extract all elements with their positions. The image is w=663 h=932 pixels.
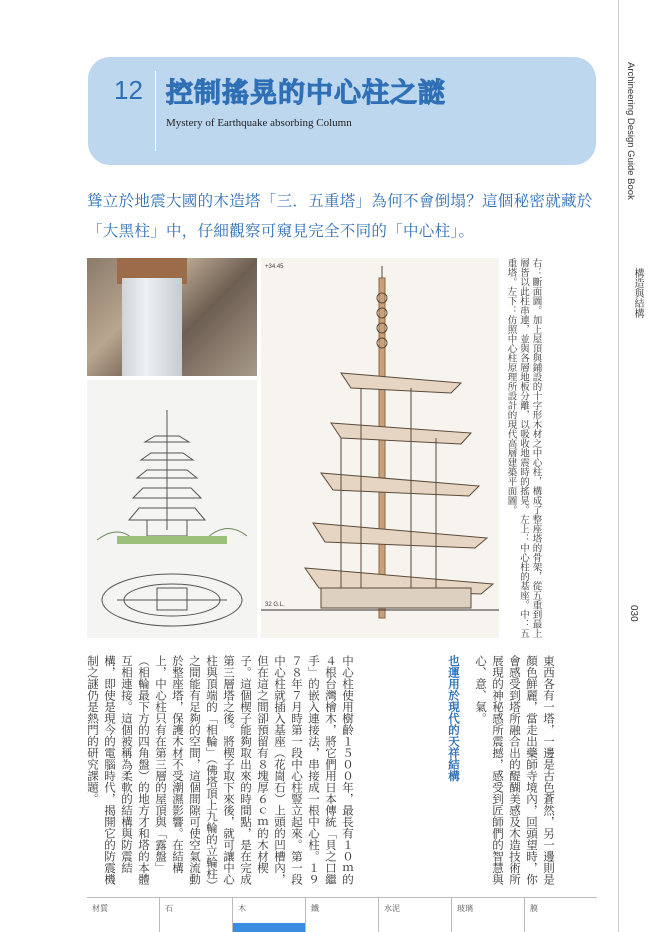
nav-item-wood[interactable]: 木 bbox=[232, 897, 305, 932]
nav-item-material[interactable]: 材質 bbox=[92, 904, 108, 913]
body-text-main: 中心柱使用樹齡１５００年，最長有１０ｍ的４根台灣檜木，將它們用日本傳統「貝之口繼手」的嵌入連接法，串接成一根中心柱。１９７８年７月時第一段中心柱豎立起來。第一段中心柱就插入基座（花崗石）上頭的凹槽內，但在這之間卻預留有８塊厚６ｃｍ的木材楔子。這個楔子能夠取出來的時間點，是在完成第三層塔之後。將楔子取下來後，就可讓中心柱與頂端的「相輪」（佛塔頂上九輪的立輪柱）之間能有足夠的空間，這個間隙可使空氣流動於整座塔，保護木材不受潮濕影響。在結構上，中心柱只有在第三層的屋頂與「露盤」（相輪最下方的四角盤）的地方才和塔的本體互相連接。這個被稱為柔軟的結構與防震結構，即使是現今的電腦時代，揭開它的防震機制之謎仍是熱門的研究課題。 bbox=[86, 655, 355, 885]
chapter-title: 控制搖晃的中心柱之謎 bbox=[166, 78, 446, 109]
height-label: +34.45 bbox=[265, 264, 284, 270]
section-drawing-svg bbox=[261, 258, 499, 638]
margin-rule bbox=[618, 0, 619, 932]
chapter-subtitle: Mystery of Earthquake absorbing Column bbox=[166, 117, 352, 129]
nav-item-concrete[interactable]: 水泥 bbox=[378, 897, 451, 932]
page-number: 030 bbox=[628, 605, 639, 622]
figure-caption: 右：斷面圖。加上屋頂與鋪設的十字形木材之中心柱，構成了整座塔的骨架，從五重到最上層皆以此柱串連，並與各層地板分離，以吸收地震時的搖晃。左上：中心柱的基座。中：五重塔。左下：仿照中心柱原理所設計的現代高層建築平面圖。 bbox=[505, 258, 542, 638]
material-nav bbox=[87, 897, 597, 932]
pagoda-sketch bbox=[87, 380, 257, 638]
section-drawing bbox=[261, 258, 499, 638]
section-label: 構造與結構 bbox=[632, 268, 643, 318]
body-text-intro: 東西各有一塔，一邊是古色蒼然，另一邊則是顏色鮮麗，當走出藥師寺境內，回頭望時，你會感受到塔所融合出的醍醐美感及木造技術所展現的神秘感所震撼，感受到匠師們的智慧與心、意、氣。 bbox=[474, 655, 556, 885]
banner-divider bbox=[155, 71, 156, 151]
nav-item-iron[interactable]: 鐵 bbox=[305, 897, 378, 932]
central-pillar bbox=[122, 278, 182, 376]
nav-item-glass[interactable]: 玻璃 bbox=[451, 897, 524, 932]
lead-paragraph: 聳立於地震大國的木造塔「三．五重塔」為何不會倒塌？這個秘密就藏於「大黑柱」中，仔細觀察可窺見完全不同的「中心柱」。 bbox=[87, 192, 593, 240]
chapter-number: 12 bbox=[114, 75, 143, 105]
pagoda-sketch-svg bbox=[87, 380, 257, 638]
nav-item-membrane[interactable]: 膜 bbox=[524, 897, 597, 932]
ground-label: 32 G.L. bbox=[265, 602, 285, 608]
book-title: Archineering Design Guide Book bbox=[625, 62, 636, 200]
nav-item-stone[interactable]: 石 bbox=[159, 897, 232, 932]
chapter-banner bbox=[88, 57, 596, 165]
pillar-base-photo bbox=[87, 258, 257, 376]
subheading: 也運用於現代的天祥結構 bbox=[447, 655, 461, 782]
